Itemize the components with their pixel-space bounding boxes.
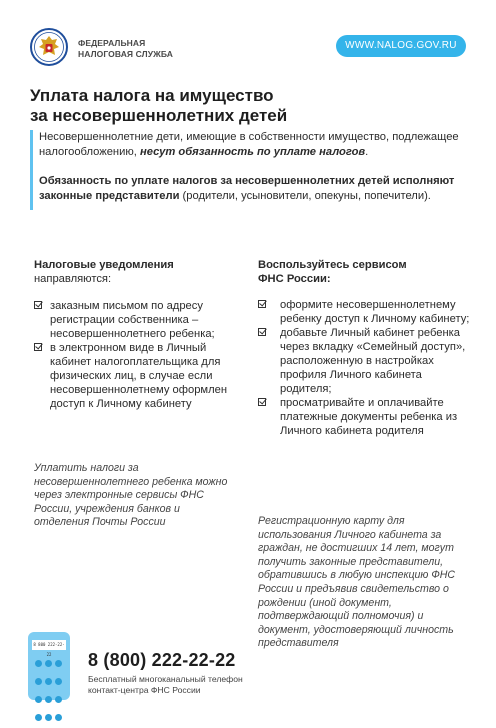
hotline-caption <box>88 674 288 696</box>
notifications-heading-rest: направляются: <box>34 273 112 285</box>
page-title-line1: Уплата налога на имущество <box>30 86 274 105</box>
list-item-text: оформите несовершеннолетнему ребенку доступ к Личному кабинету; <box>280 299 470 325</box>
keypad-dot <box>55 660 62 667</box>
page-title-line2: за несовершеннолетних детей <box>30 106 288 125</box>
keypad-dot <box>45 660 52 667</box>
notifications-column <box>34 258 239 411</box>
intro-p2-bold: Обязанность по уплате налогов за несовершеннолетних детей исполняют законные представители <box>39 175 455 202</box>
keypad-dot <box>55 696 62 703</box>
intro-block <box>30 130 479 210</box>
keypad-dot <box>35 660 42 667</box>
checkbox-icon <box>34 301 42 309</box>
org-name-line1: ФЕДЕРАЛЬНАЯ <box>78 38 146 48</box>
intro-p2-rest: (родители, усыновители, опекуны, попечители). <box>179 190 431 202</box>
list-item-text: заказным письмом по адресу регистрации собственника – несовершеннолетнего ребенка; <box>50 300 215 340</box>
keypad-dot <box>55 714 62 721</box>
notifications-heading-bold: Налоговые уведомления <box>34 259 174 271</box>
list-item <box>258 396 473 438</box>
service-column <box>258 258 473 438</box>
notifications-list <box>34 299 239 411</box>
service-heading <box>258 258 473 286</box>
intro-p1-end: . <box>365 146 369 158</box>
page-title <box>30 86 450 126</box>
list-item <box>258 326 473 396</box>
hotline-caption-line1: Бесплатный многоканальный телефон <box>88 674 243 684</box>
fns-emblem-icon <box>30 27 68 67</box>
list-item <box>34 341 239 411</box>
keypad-dot <box>45 696 52 703</box>
org-name-line2: НАЛОГОВАЯ СЛУЖБА <box>78 49 173 59</box>
hotline-number[interactable]: 8 (800) 222-22-22 <box>88 650 236 670</box>
website-link-button[interactable]: WWW.NALOG.GOV.RU <box>336 35 466 57</box>
checkbox-icon <box>258 328 266 336</box>
service-heading-line2: ФНС России: <box>258 273 331 285</box>
keypad-dot <box>45 678 52 685</box>
intro-paragraph-1 <box>39 130 479 160</box>
keypad-dot <box>45 714 52 721</box>
registration-card-note: Регистрационную карту для использования Личного кабинета за граждан, не достигших 14 лет, могут получить законные представители, обратившись в любую инспекцию ФНС России и предъявив свидетельство о рождении (иной документ, подтверждающий полномочия) и документ, удостоверяющий личность представителя <box>258 515 456 650</box>
list-item-text: просматривайте и оплачивайте платежные документы ребенка из Личного кабинета родителя <box>280 397 458 437</box>
phone-icon <box>28 632 70 700</box>
list-item <box>258 298 473 326</box>
phone-screen: 8 800 222-22-22 <box>33 642 65 657</box>
payment-note: Уплатить налоги за несовершеннолетнего ребенка можно через электронные сервисы ФНС России, учреждения банков и отделения Почты России <box>34 462 228 529</box>
list-item-text: добавьте Личный кабинет ребенка через вкладку «Семейный доступ», расположенную в настройках профиля Личного кабинета родителя; <box>280 327 466 395</box>
notifications-heading <box>34 258 239 286</box>
keypad-dot <box>35 678 42 685</box>
org-name <box>78 38 173 60</box>
list-item-text: в электронном виде в Личный кабинет налогоплательщика для физических лиц, в случае если несовершеннолетнему оформлен доступ к Личному кабинету <box>50 342 228 410</box>
keypad-dot <box>55 678 62 685</box>
service-list <box>258 298 473 438</box>
list-item <box>34 299 239 341</box>
service-heading-line1: Воспользуйтесь сервисом <box>258 259 407 271</box>
checkbox-icon <box>258 398 266 406</box>
keypad-dot <box>35 696 42 703</box>
checkbox-icon <box>258 300 266 308</box>
keypad-dot <box>35 714 42 721</box>
intro-p1-text: Несовершеннолетние дети, имеющие в собственности имущество, подлежащее налогообложению, <box>39 131 459 158</box>
checkbox-icon <box>34 343 42 351</box>
intro-paragraph-2 <box>39 174 479 204</box>
header <box>0 0 496 80</box>
intro-p1-emphasis: несут обязанность по уплате налогов <box>139 146 366 158</box>
phone-keypad <box>33 656 65 728</box>
hotline-caption-line2: контакт-центра ФНС России <box>88 685 201 695</box>
